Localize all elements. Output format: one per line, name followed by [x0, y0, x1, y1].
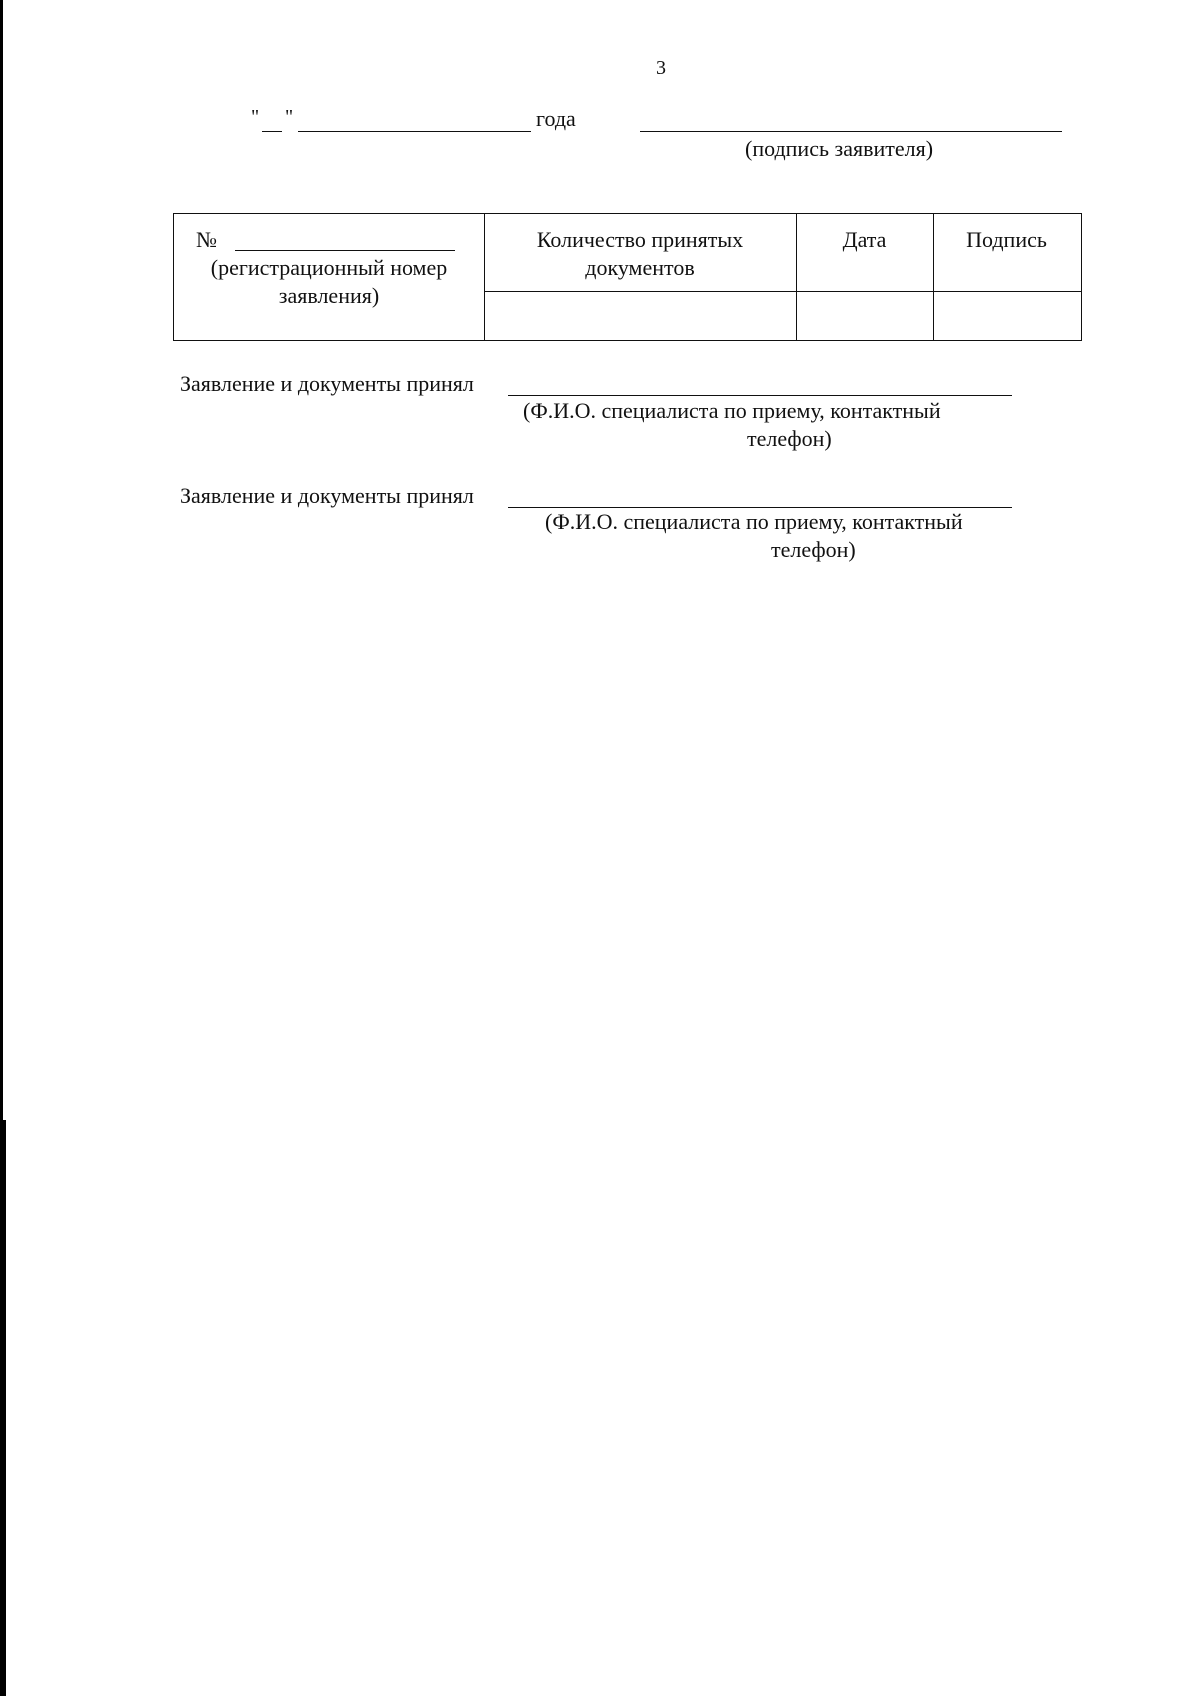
date-quote-open: ": [251, 106, 260, 128]
year-word: года: [536, 106, 576, 131]
date-cell[interactable]: [798, 293, 931, 339]
registration-caption-line2: заявления): [278, 283, 380, 308]
date-quote-close: ": [285, 106, 294, 128]
header-date: Дата: [842, 227, 887, 252]
specialist-name-line-2[interactable]: [508, 507, 1012, 508]
docs-count-cell[interactable]: [486, 293, 794, 339]
acceptance-label-2: Заявление и документы принял: [180, 483, 474, 508]
applicant-signature-line[interactable]: [640, 131, 1062, 132]
specialist-caption-2-line1: (Ф.И.О. специалиста по приему, контактный: [545, 509, 963, 534]
number-sign: №: [196, 227, 217, 252]
applicant-signature-caption: (подпись заявителя): [745, 136, 934, 161]
header-signature: Подпись: [966, 227, 1047, 252]
registration-caption-line1: (регистрационный номер: [210, 255, 448, 280]
day-blank-line[interactable]: [262, 131, 282, 132]
registration-table: [173, 213, 1082, 341]
scan-edge: [0, 0, 3, 1120]
scan-edge-thick: [0, 1120, 6, 1696]
header-docs-count-line1: Количество принятых: [536, 227, 744, 252]
month-blank-line[interactable]: [298, 131, 531, 132]
specialist-caption-1-line1: (Ф.И.О. специалиста по приему, контактный: [523, 398, 941, 423]
acceptance-label-1: Заявление и документы принял: [180, 371, 474, 396]
specialist-caption-2-line2: телефон): [771, 537, 856, 562]
registration-number-line[interactable]: [235, 250, 455, 251]
page-number: 3: [656, 57, 666, 79]
specialist-caption-1-line2: телефон): [747, 426, 832, 451]
signature-cell[interactable]: [935, 293, 1078, 339]
specialist-name-line-1[interactable]: [508, 395, 1012, 396]
header-docs-count-line2: документов: [585, 255, 695, 280]
table-row-divider: [484, 291, 1081, 292]
